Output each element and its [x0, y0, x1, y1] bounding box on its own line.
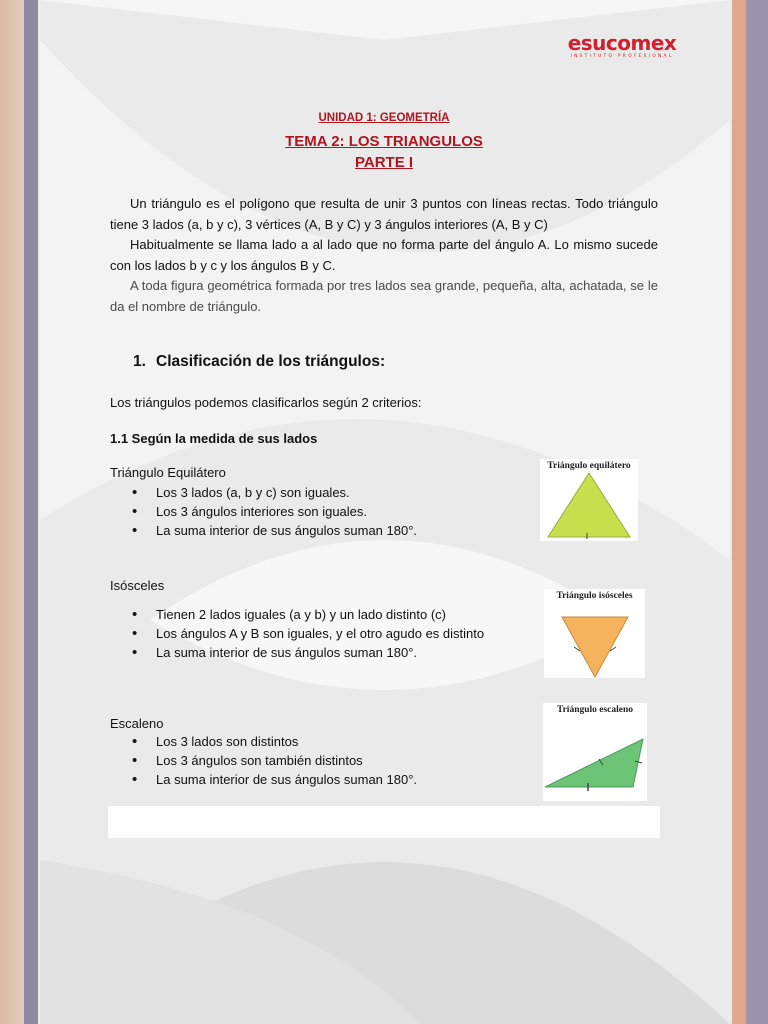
intro-paragraph-1: Un triángulo es el polígono que resulta de unir 3 puntos con líneas rectas. Todo triángulo tiene 3 lados (a, b y c), 3 vértices (A, B y C) y 3 ángulos interiores (A, B y C) — [110, 196, 658, 232]
blank-band — [108, 806, 660, 838]
isosceles-heading: Isósceles — [110, 578, 165, 593]
criteria-intro: Los triángulos podemos clasificarlos según 2 criterios: — [110, 395, 422, 410]
list-item: • Los ángulos A y B son iguales, y el otro agudo es distinto — [128, 624, 484, 643]
list-item: • Los 3 ángulos son también distintos — [128, 751, 417, 770]
isosceles-figure-label: Triángulo isósceles — [556, 591, 633, 601]
scalene-figure-label: Triángulo escaleno — [556, 705, 634, 715]
equilateral-figure — [540, 459, 638, 541]
list-item: • Los 3 lados son distintos — [128, 732, 417, 751]
scalene-triangle-drawing — [543, 703, 647, 801]
esucomex-logo — [566, 32, 678, 60]
intro-paragraph-2: Habitualmente se llama lado a al lado que no forma parte del ángulo A. Lo mismo sucede con los lados b y c y los ángulos B y C. — [110, 237, 658, 273]
topic-heading: TEMA 2: LOS TRIANGULOS — [285, 133, 483, 150]
isosceles-figure — [544, 589, 645, 678]
list-item: • Los 3 ángulos interiores son iguales. — [128, 502, 417, 521]
scalene-list — [128, 732, 417, 789]
part-heading: PARTE I — [354, 154, 414, 171]
list-item: • La suma interior de sus ángulos suman 180°. — [128, 770, 417, 789]
scalene-heading: Escaleno — [110, 716, 164, 731]
equilateral-heading: Triángulo Equilátero — [110, 465, 226, 480]
section-number: 1. — [133, 353, 146, 370]
subsection-title: 1.1 Según la medida de sus lados — [110, 431, 318, 446]
intro-paragraph-3: A toda figura geométrica formada por tres lados sea grande, pequeña, alta, achatada, se le da el nombre de triángulo. — [110, 278, 658, 314]
list-item: • La suma interior de sus ángulos suman 180°. — [128, 643, 484, 662]
unit-title: UNIDAD 1: GEOMETRÍA — [318, 112, 450, 124]
list-item: • La suma interior de sus ángulos suman 180°. — [128, 521, 417, 540]
isosceles-list — [128, 605, 484, 662]
list-item: • Los 3 lados (a, b y c) son iguales. — [128, 483, 417, 502]
list-item: • Tienen 2 lados iguales (a y b) y un lado distinto (c) — [128, 605, 484, 624]
equilateral-figure-label: Triángulo equilátero — [547, 461, 631, 471]
logo-subtitle: INSTITUTO PROFESIONAL — [570, 54, 674, 59]
equilateral-list — [128, 483, 417, 540]
section-title: Clasificación de los triángulos: — [156, 353, 386, 370]
logo-text: esucomex — [567, 31, 677, 55]
equilateral-triangle-drawing — [540, 459, 638, 541]
scalene-figure — [543, 703, 647, 801]
intro-text — [110, 194, 658, 317]
topic-title — [0, 131, 768, 173]
section-heading — [133, 353, 385, 371]
isosceles-triangle-drawing — [544, 589, 645, 678]
